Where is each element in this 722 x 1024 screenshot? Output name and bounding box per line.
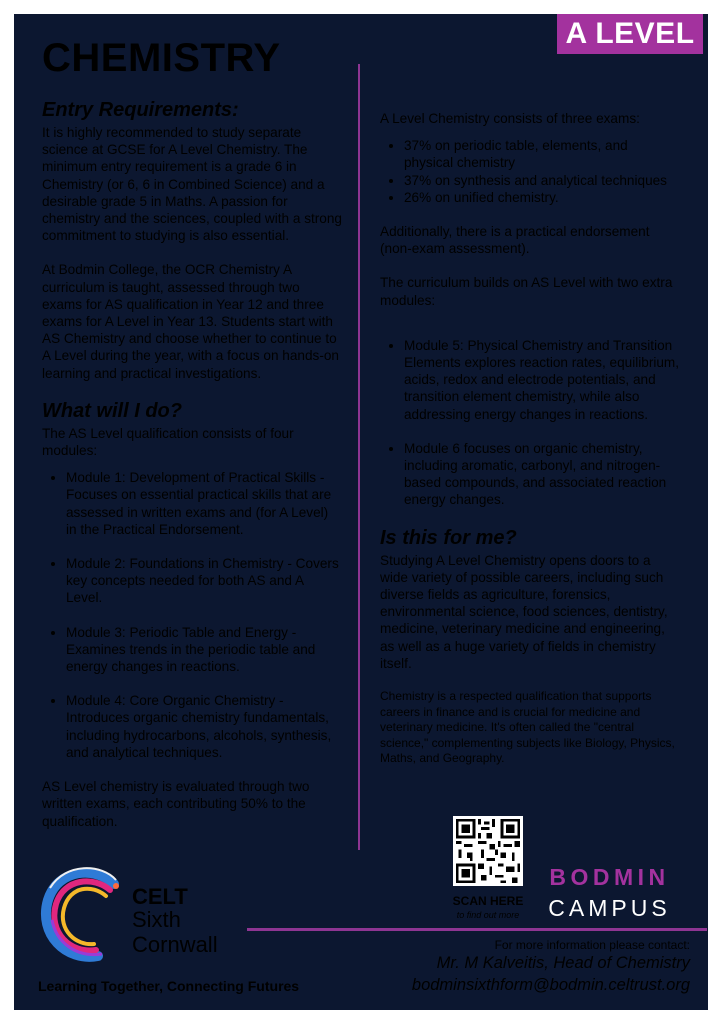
careers-text: Studying A Level Chemistry opens doors to a wide variety of possible careers, including such diverse fields as agriculture, forensics, environmental science, food sciences, dentistry, medicine, veterinary medicine and engineering, as well as a huge variety of fields in chemistry itself. [380, 552, 668, 671]
a-level-badge: A LEVEL [557, 14, 703, 54]
list-item: • Module 4: Core Organic Chemistry - Introduces organic chemistry fundamentals, including hydrocarbons, alcohols, synthesis, and analytical techniques. [66, 692, 342, 761]
respected-qualification-text: Chemistry is a respected qualification that supports careers in finance and is crucial for medicine and veterinary medicine. It's often called the "central science," complementing subjects like Biology, Physics, Maths, and Geography. [380, 689, 675, 766]
entry-requirements-heading: Entry Requirements: [42, 99, 239, 121]
contact-label: For more information please contact: [494, 938, 690, 952]
contact-name: Mr. M Kalveitis, Head of Chemistry [436, 954, 690, 972]
college-curriculum-text: At Bodmin College, the OCR Chemistry A curriculum is taught, assessed through two exams for AS qualification in Year 12 and three exams for A Level in Year 13. Students start with AS Chemistry and choose whether to continue to A Level during the year, with a focus on hands-on learning and practical investigations. [42, 262, 339, 381]
scan-here-text: SCAN HERE [452, 894, 524, 908]
as-evaluation-text: AS Level chemistry is evaluated through two written exams, each contributing 50% to the qualification. [42, 779, 310, 829]
list-item: • 37% on periodic table, elements, and physical chemistry [404, 137, 680, 171]
qr-code-icon[interactable] [453, 816, 523, 886]
contact-email[interactable]: bodminsixthform@bodmin.celtrust.org [411, 976, 690, 994]
scan-subtext: to find out more [456, 910, 520, 920]
list-item: • Module 6 focuses on organic chemistry, including aromatic, carbonyl, and nitrogen-based compounds, and associated reaction energy changes. [404, 440, 680, 509]
list-item: • Module 1: Development of Practical Skills - Focuses on essential practical skills that are assessed in written exams and (for A Level) in the Practical Endorsement. [66, 469, 342, 538]
campus-label: CAMPUS [548, 895, 671, 921]
entry-requirements-text: It is highly recommended to study separate science at GCSE for A Level Chemistry. The minimum entry requirement is a grade 6 in Chemistry (or 6, 6 in Combined Science) and a desirable grade 5 in Maths. A passion for chemistry and the sciences, coupled with a strong commitment to studying is also essential. [42, 125, 342, 244]
scan-here-label [440, 894, 536, 922]
logo-sixth: Sixth [132, 907, 181, 932]
list-item: • Module 5: Physical Chemistry and Transition Elements explores reaction rates, equilibrium, acids, redox and electrode potentials, and transition element chemistry, while also addressing energy changes in reactions. [404, 337, 680, 423]
logo-cornwall: Cornwall [132, 932, 218, 957]
as-modules-intro: The AS Level qualification consists of four modules: [42, 425, 294, 459]
exams-intro: A Level Chemistry consists of three exams: [380, 111, 640, 126]
page-title: CHEMISTRY [42, 36, 281, 80]
left-column [42, 98, 342, 830]
footer-divider [247, 928, 707, 931]
list-item: • Module 3: Periodic Table and Energy - Examines trends in the periodic table and energy changes in reactions. [66, 624, 342, 676]
celt-logo-icon [36, 862, 132, 966]
tagline: Learning Together, Connecting Futures [38, 978, 300, 994]
is-this-for-me-heading: Is this for me? [380, 526, 517, 549]
list-item: • Module 2: Foundations in Chemistry - Covers key concepts needed for both AS and A Level. [66, 555, 342, 607]
curriculum-builds-text: The curriculum builds on AS Level with two extra modules: [380, 275, 673, 308]
what-will-i-do-heading: What will I do? [42, 399, 182, 422]
list-item: • 26% on unified chemistry. [404, 189, 680, 206]
list-item: • 37% on synthesis and analytical techniques [404, 172, 680, 189]
celt-logo-text [132, 886, 218, 958]
practical-endorsement-text: Additionally, there is a practical endorsement (non-exam assessment). [380, 224, 650, 257]
as-modules-list [42, 469, 342, 761]
right-column [380, 110, 680, 767]
extra-modules-list [380, 337, 680, 509]
column-divider [358, 64, 360, 850]
bodmin-label: BODMIN [549, 864, 670, 890]
exams-list [380, 137, 680, 206]
logo-celt: CELT [132, 884, 188, 909]
